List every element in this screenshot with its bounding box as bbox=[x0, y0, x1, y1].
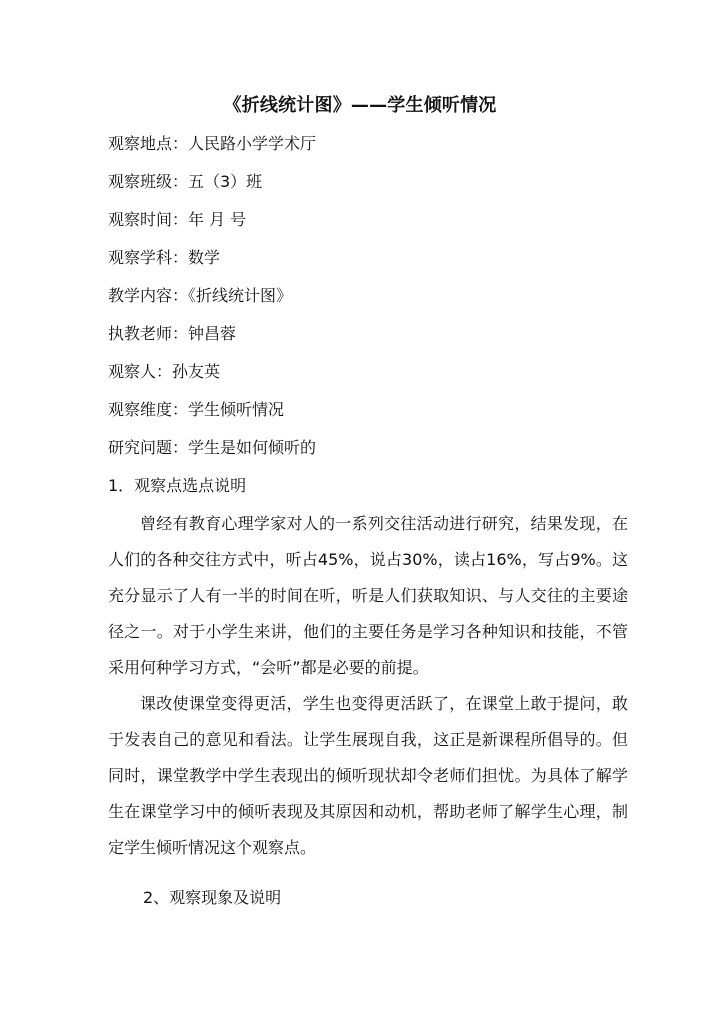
field-observation-location: 观察地点：人民路小学学术厅 bbox=[108, 134, 317, 153]
section-heading-1: 1．观察点选点说明 bbox=[108, 476, 247, 495]
field-teacher: 执教老师：钟昌蓉 bbox=[108, 324, 237, 343]
field-research-question: 研究问题：学生是如何倾听的 bbox=[108, 438, 317, 457]
field-observation-class: 观察班级：五（3）班 bbox=[108, 172, 263, 191]
field-teaching-content: 教学内容：《折线统计图》 bbox=[108, 286, 293, 305]
field-observation-dimension: 观察维度：学生倾听情况 bbox=[108, 400, 285, 419]
field-observation-subject: 观察学科：数学 bbox=[108, 248, 221, 267]
paragraph-1: 曾经有教育心理学家对人的一系列交往活动进行研究，结果发现，在人们的各种交往方式中，听占45%，说占30%，读占16%，写占9%。这充分显示了人有一半的时间在听，听是人们获取知识、与人交往的主要途径之一。对于小学生来讲，他们的主要任务是学习各种知识和技能，不管采用何种学习方式，“会听”都是必要的前提。 bbox=[108, 514, 628, 677]
field-observer: 观察人：孙友英 bbox=[108, 362, 221, 381]
field-observation-time: 观察时间：年 月 号 bbox=[108, 210, 247, 229]
section-heading-2: 2、观察现象及说明 bbox=[143, 888, 282, 907]
document-title: 《折线统计图》——学生倾听情况 bbox=[223, 95, 497, 116]
paragraph-2: 课改使课堂变得更活，学生也变得更活跃了，在课堂上敢于提问，敢于发表自己的意见和看法。让学生展现自我，这正是新课程所倡导的。但同时，课堂教学中学生表现出的倾听现状却令老师们担忧。为具体了解学生在课堂学习中的倾听表现及其原因和动机，帮助老师了解学生心理，制定学生倾听情况这个观察点。 bbox=[108, 694, 628, 857]
